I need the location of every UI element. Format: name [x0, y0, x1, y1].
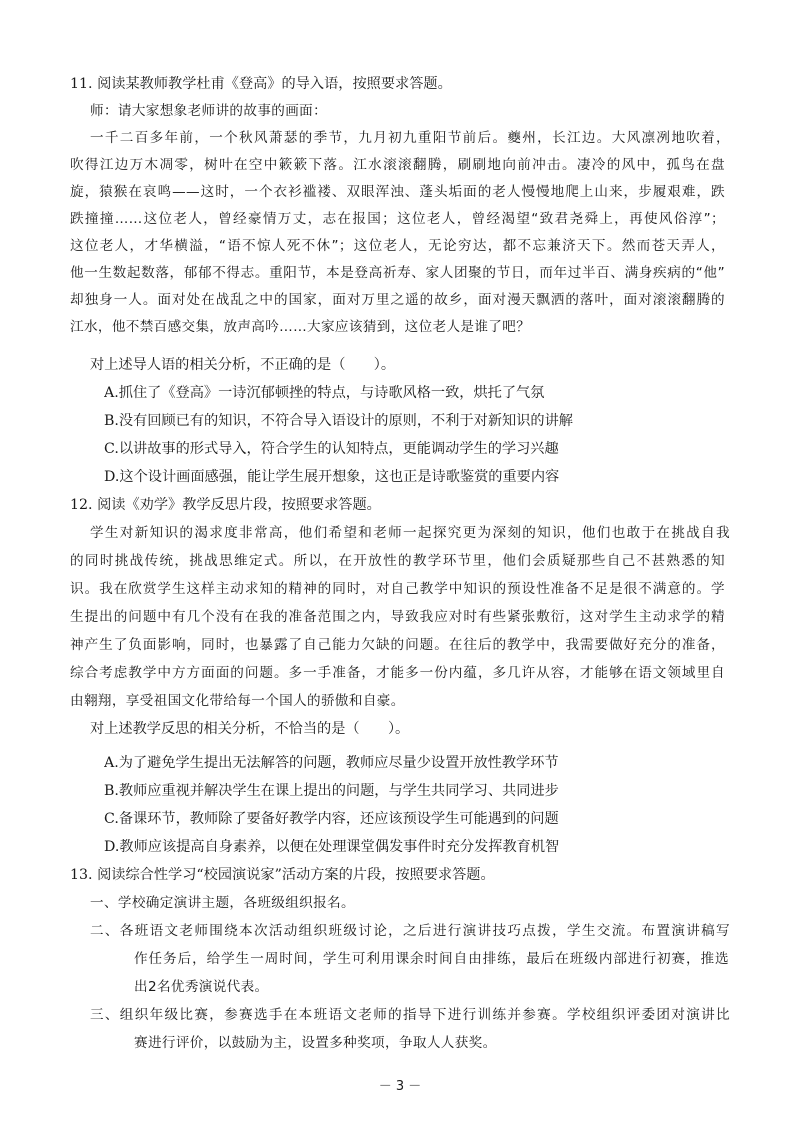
q13-title: 13. 阅读综合性学习“校园演说家”活动方案的片段，按照要求答题。	[70, 867, 495, 883]
q13-item-continued: 出2名优秀演说代表。	[134, 979, 269, 995]
q12-passage-line: 识。我在欣赏学生这样主动求知的精神的同时，对自己教学中知识的预设性准备不足是很不满意的。学	[70, 581, 725, 597]
q11-passage-line: 吹得江边万木凋零，树叶在空中簌簌下落。江水滚滚翻腾，刷刷地向前冲击。凄冷的风中，孤鸟在盘	[70, 157, 725, 173]
q12-passage-line: 神产生了负面影响，同时，也暴露了自己能力欠缺的问题。在往后的教学中，我需要做好充分的准备，	[70, 637, 725, 653]
q11-option-c: C.以讲故事的形式导入，符合学生的认知特点，更能调动学生的学习兴趣	[104, 441, 559, 457]
page-number: － 3 －	[378, 1079, 422, 1094]
q12-question: 对上述教学反思的相关分析，不恰当的是（ ）。	[90, 721, 410, 737]
q13-item-continued: 赛进行评价，以鼓励为主，设置多种奖项，争取人人获奖。	[134, 1035, 497, 1051]
q11-passage-line: 旋，猿猴在哀鸣——这时，一个衣衫褴褛、双眼浑浊、蓬头垢面的老人慢慢地爬上山来，步履艰难，跌	[70, 184, 725, 200]
q12-option-b: B.教师应重视并解决学生在课上提出的问题，与学生共同学习、共同进步	[104, 783, 559, 799]
q12-passage-line: 综合考虑教学中方方面面的问题。多一手准备，才能多一份内蕴，多几许从容，才能够在语文领域里自	[70, 665, 725, 681]
q12-passage-line: 学生对新知识的渴求度非常高，他们希望和老师一起探究更为深刻的知识，他们也敢于在挑战自我	[90, 525, 730, 541]
q12-option-d: D.教师应该提高自身素养，以便在处理课堂偶发事件时充分发挥教育机智	[104, 839, 560, 855]
q13-item: 二、各班语文老师围绕本次活动组织班级讨论，之后进行演讲技巧点拨，学生交流。布置演讲稿写	[90, 923, 730, 939]
q12-passage-line: 生提出的问题中有几个没有在我的准备范围之内，导致我应对时有些紧张敷衍，这对学生主动求学的精	[70, 609, 725, 625]
q12-passage-line: 的同时挑战传统，挑战思维定式。所以，在开放性的教学环节里，他们会质疑那些自己不甚熟悉的知	[70, 553, 725, 569]
q11-lead: 师：请大家想象老师讲的故事的画面：	[90, 103, 328, 119]
q11-passage-line: 跌撞撞……这位老人，曾经豪情万丈，志在报国；这位老人，曾经渴望“致君尧舜上，再使风俗淳”；	[70, 211, 725, 227]
q11-passage-line: 一千二百多年前，一个秋风萧瑟的季节，九月初九重阳节前后。夔州，长江边。大风凛冽地吹着，	[90, 130, 730, 146]
q11-passage-line: 他一生数起数落，郁郁不得志。重阳节，本是登高祈寿、家人团聚的节日，而年过半百、满身疾病的“他”	[70, 265, 725, 281]
q11-passage-line: 这位老人，才华横溢，“语不惊人死不休”；这位老人，无论穷达，都不忘兼济天下。然而苍天弄人，	[70, 238, 725, 254]
q11-option-a: A.抓住了《登高》一诗沉郁顿挫的特点，与诗歌风格一致，烘托了气氛	[104, 385, 545, 401]
q11-passage-line: 却独身一人。面对处在战乱之中的国家，面对万里之遥的故乡，面对漫天飘洒的落叶，面对滚滚翻腾的	[70, 292, 725, 308]
q12-option-a: A.为了避免学生提出无法解答的问题，教师应尽量少设置开放性教学环节	[104, 755, 559, 771]
q13-item: 一、学校确定演讲主题，各班级组织报名。	[90, 895, 355, 911]
q11-option-b: B.没有回顾已有的知识，不符合导入语设计的原则，不利于对新知识的讲解	[104, 413, 573, 429]
q13-item: 三、组织年级比赛，参赛选手在本班语文老师的指导下进行训练并参赛。学校组织评委团对演讲比	[90, 1007, 730, 1023]
q11-title: 11. 阅读某教师教学杜甫《登高》的导入语，按照要求答题。	[70, 76, 452, 92]
q11-option-d: D.这个设计画面感强，能让学生展开想象，这也正是诗歌鉴赏的重要内容	[104, 469, 560, 485]
q11-question: 对上述导人语的相关分析，不正确的是（ ）。	[90, 357, 396, 373]
q12-title: 12. 阅读《劝学》教学反思片段，按照要求答题。	[70, 497, 381, 513]
q12-option-c: C.备课环节，教师除了要备好教学内容，还应该预设学生可能遇到的问题	[104, 811, 559, 827]
q13-item-continued: 作任务后，给学生一周时间，学生可利用课余时间自由排练，最后在班级内部进行初赛，推选	[134, 951, 729, 967]
q12-passage-line: 由翱翔，享受祖国文化带给每一个国人的骄傲和自豪。	[70, 693, 405, 709]
q11-passage-line: 江水，他不禁百感交集，放声高吟……大家应该猜到，这位老人是谁了吧？	[70, 319, 531, 335]
